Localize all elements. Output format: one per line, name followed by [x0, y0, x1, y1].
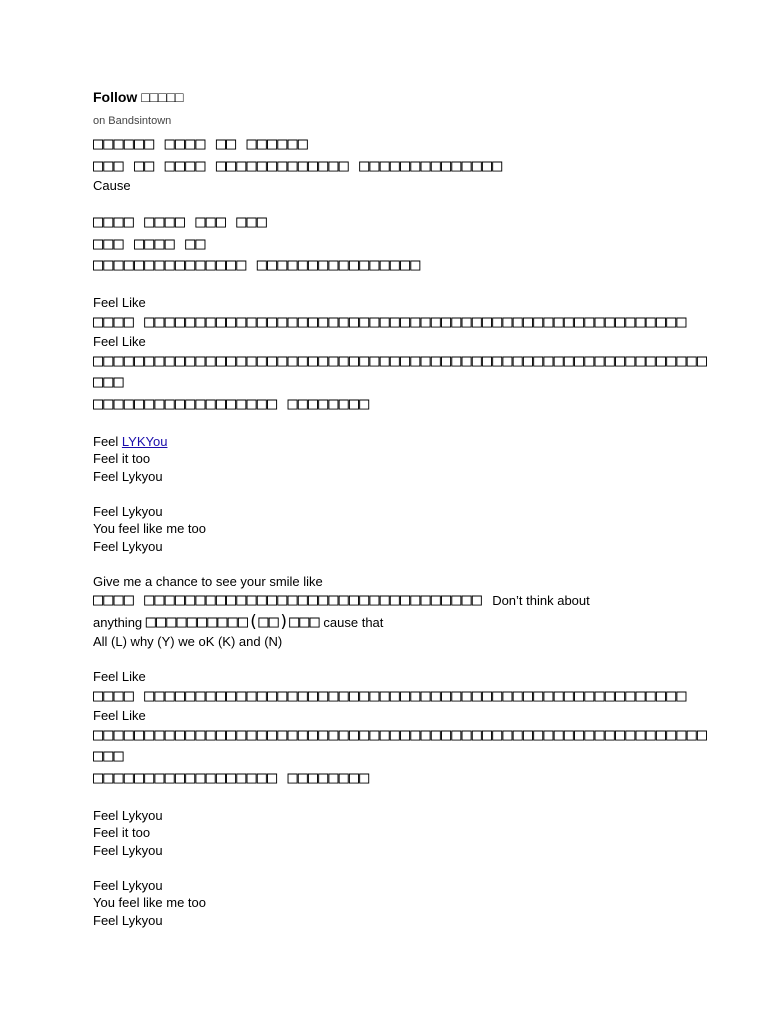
lyric-fragment: □□□□□□□□□□(□□)□□□ [145, 611, 320, 632]
lyric-line: □□□□□□□□□□□□□□□ □□□□□□□□□□□□□□□□ [93, 255, 421, 275]
lyric-line: Feel Like [93, 334, 146, 349]
stanza-gap [93, 195, 713, 213]
lyric-line [93, 590, 713, 612]
lyric-line: Feel Like [93, 708, 146, 723]
stanza-gap [93, 859, 713, 877]
lyric-line: Feel Lykyou [93, 877, 163, 893]
lyric-line: □□□□□□□□□□□□□□□□□□□□□□□□□□□□□□□□□□□□□□□□□□□□□□□□□□□□□□□□□□□□□□□ [93, 350, 708, 392]
lyric-line: Feel Lykyou [93, 842, 163, 858]
lyric-line: □□□□ □□□□□□□□□□□□□□□□□□□□□□□□□□□□□□□□□□□□□□□□□□□□□□□□□□□□□ [93, 311, 687, 332]
lyric-fragment: anything [93, 614, 143, 630]
feel-prefix: Feel [93, 433, 122, 449]
lyric-line: You feel like me too [93, 521, 206, 536]
lyric-line: Feel Lykyou [93, 468, 163, 484]
lyric-line: Cause [93, 178, 131, 193]
stanza-gap [93, 555, 713, 573]
lykyou-link[interactable]: LYKYou [121, 433, 168, 449]
lyric-line: □□□ □□□□ □□ [93, 233, 206, 254]
lyric-line [93, 612, 713, 634]
lyric-line: Feel Lykyou [93, 912, 163, 928]
lyric-line: Feel Lykyou [93, 503, 163, 519]
stanza-gap [93, 651, 713, 669]
lyric-line: Feel Like [93, 295, 146, 310]
lyric-line: □□□□ □□□□□□□□□□□□□□□□□□□□□□□□□□□□□□□□□□□□□□□□□□□□□□□□□□□□□ [93, 685, 687, 706]
lyric-fragment: cause that [323, 614, 384, 630]
lyric-line: □□□□□□□□□□□□□□□□□□ □□□□□□□□ [93, 393, 370, 414]
lyric-line: □□□□□□□□□□□□□□□□□□□□□□□□□□□□□□□□□□□□□□□□□□□□□□□□□□□□□□□□□□□□□□□ [93, 724, 708, 766]
lyric-line: Feel it too [93, 825, 151, 840]
lyric-line: Feel Lykyou [93, 538, 163, 554]
stanza-gap [93, 485, 713, 503]
page-subtitle: on Bandsintown [93, 115, 172, 127]
lyric-line: □□□ □□ □□□□ □□□□□□□□□□□□□ □□□□□□□□□□□□□□ [93, 155, 503, 176]
stanza-gap [93, 415, 713, 433]
page-title: Follow □□□□□ [93, 89, 184, 105]
lyric-line: □□□□□□□□□□□□□□□□□□ □□□□□□□□ [93, 767, 370, 788]
lyric-fragment: Don’t think about [492, 593, 590, 608]
lyric-line: Feel it too [93, 451, 151, 466]
lyric-fragment: □□□□ □□□□□□□□□□□□□□□□□□□□□□□□□□□□□□□□□ [93, 590, 482, 610]
lyric-line: Feel Like [93, 669, 146, 684]
lyric-line: You feel like me too [93, 895, 206, 910]
lyric-line: □□□□□□ □□□□ □□ □□□□□□ [93, 134, 308, 154]
lyric-line: Feel Lykyou [93, 807, 163, 823]
stanza-gap [93, 789, 713, 807]
lyric-line [93, 433, 713, 451]
lyric-line: All (L) why (Y) we oK (K) and (N) [93, 634, 283, 649]
stanza-gap [93, 277, 713, 295]
lyric-line: Give me a chance to see your smile like [93, 573, 323, 589]
lyric-line: □□□□ □□□□ □□□ □□□ [93, 212, 267, 232]
